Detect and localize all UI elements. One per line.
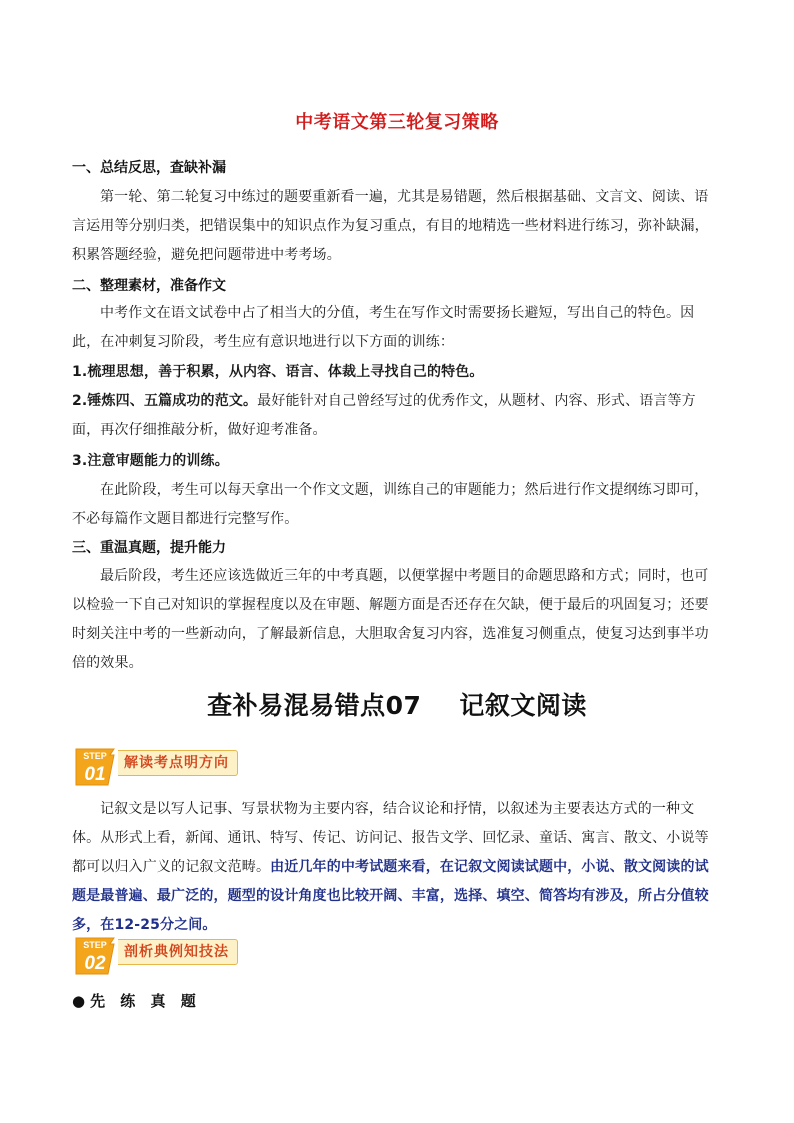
list-item-3-bold: 3.注意审题能力的训练。 [72,453,229,469]
list-item-1-bold: 1.梳理思想，善于积累，从内容、语言、体裁上寻找自己的特色。 [72,364,484,380]
step-01-banner [74,745,254,791]
list-item-2 [72,387,722,445]
step-01-paragraph [72,795,722,940]
step-02-word: STEP [83,940,107,950]
list-item-1 [72,358,722,387]
main-title-right: 记叙文阅读 [459,691,587,720]
list-item-3 [72,447,722,476]
list-item-3-paragraph: 在此阶段，考生可以每天拿出一个作文文题，训练自己的审题能力；然后进行作文提纲练习即可，不必每篇作文题目都进行完整写作。 [72,482,709,527]
list-item-2-text: 最好能针对自己曾经写过的优秀作文，从题材、内容、形式、语言等方面，再次仔细推敲分析，做好迎考准备。 [72,393,696,438]
step-01-word: STEP [83,751,107,761]
main-title [0,686,794,722]
list-item-2-bold: 2.锤炼四、五篇成功的范文。 [72,393,258,409]
practice-heading: ●先 练 真 题 [72,992,201,1010]
step-01-number: 01 [84,764,106,785]
section-paragraph-2: 中考作文在语文试卷中占了相当大的分值，考生在写作文时需要扬长避短，写出自己的特色。因此，在冲刺复习阶段，考生应有意识地进行以下方面的训练： [72,305,695,350]
section-heading-3: 三、重温真题，提升能力 [72,540,226,556]
main-title-left: 查补易混易错点07 [207,691,422,720]
step-01-badge-icon [74,745,118,789]
step-02-number: 02 [84,953,106,974]
section-heading-2: 二、整理素材，准备作文 [72,278,226,294]
step-01-label: 解读考点明方向 [118,750,238,776]
document-title: 中考语文第三轮复习策略 [295,112,499,133]
step-02-banner [74,934,254,980]
step-02-badge-icon [74,934,118,978]
section-paragraph-1: 第一轮、第二轮复习中练过的题要重新看一遍，尤其是易错题，然后根据基础、文言文、阅读、语言运用等分别归类，把错误集中的知识点作为复习重点，有目的地精选一些材料进行练习，弥补缺漏，积累答题经验，避免把问题带进中考考场。 [72,189,709,263]
section-paragraph-3: 最后阶段，考生还应该选做近三年的中考真题，以便掌握中考题目的命题思路和方式；同时，也可以检验一下自己对知识的掌握程度以及在审题、解题方面是否还存在欠缺，便于最后的巩固复习；还要时刻关注中考的一些新动向，了解最新信息，大胆取舍复习内容，选准复习侧重点，使复习达到事半功倍的效果。 [72,568,709,671]
step-01-paragraph-normal: 记叙文是以写人记事、写景状物为主要内容，结合议论和抒情，以叙述为主要表达方式的一种文体。从形式上看，新闻、通讯、特写、传记、访问记、报告文学、回忆录、童话、寓言、散文、小说等都可以归入广义的记叙文范畴。 [72,801,709,875]
section-heading-1: 一、总结反思，查缺补漏 [72,160,226,176]
step-01-paragraph-highlight: 由近几年的中考试题来看，在记叙文阅读试题中，小说、散文阅读的试题是最普遍、最广泛的，题型的设计角度也比较开阔、丰富，选择、填空、简答均有涉及，所占分值较多，在12-25分之间。 [72,859,709,933]
step-02-label: 剖析典例知技法 [118,939,238,965]
